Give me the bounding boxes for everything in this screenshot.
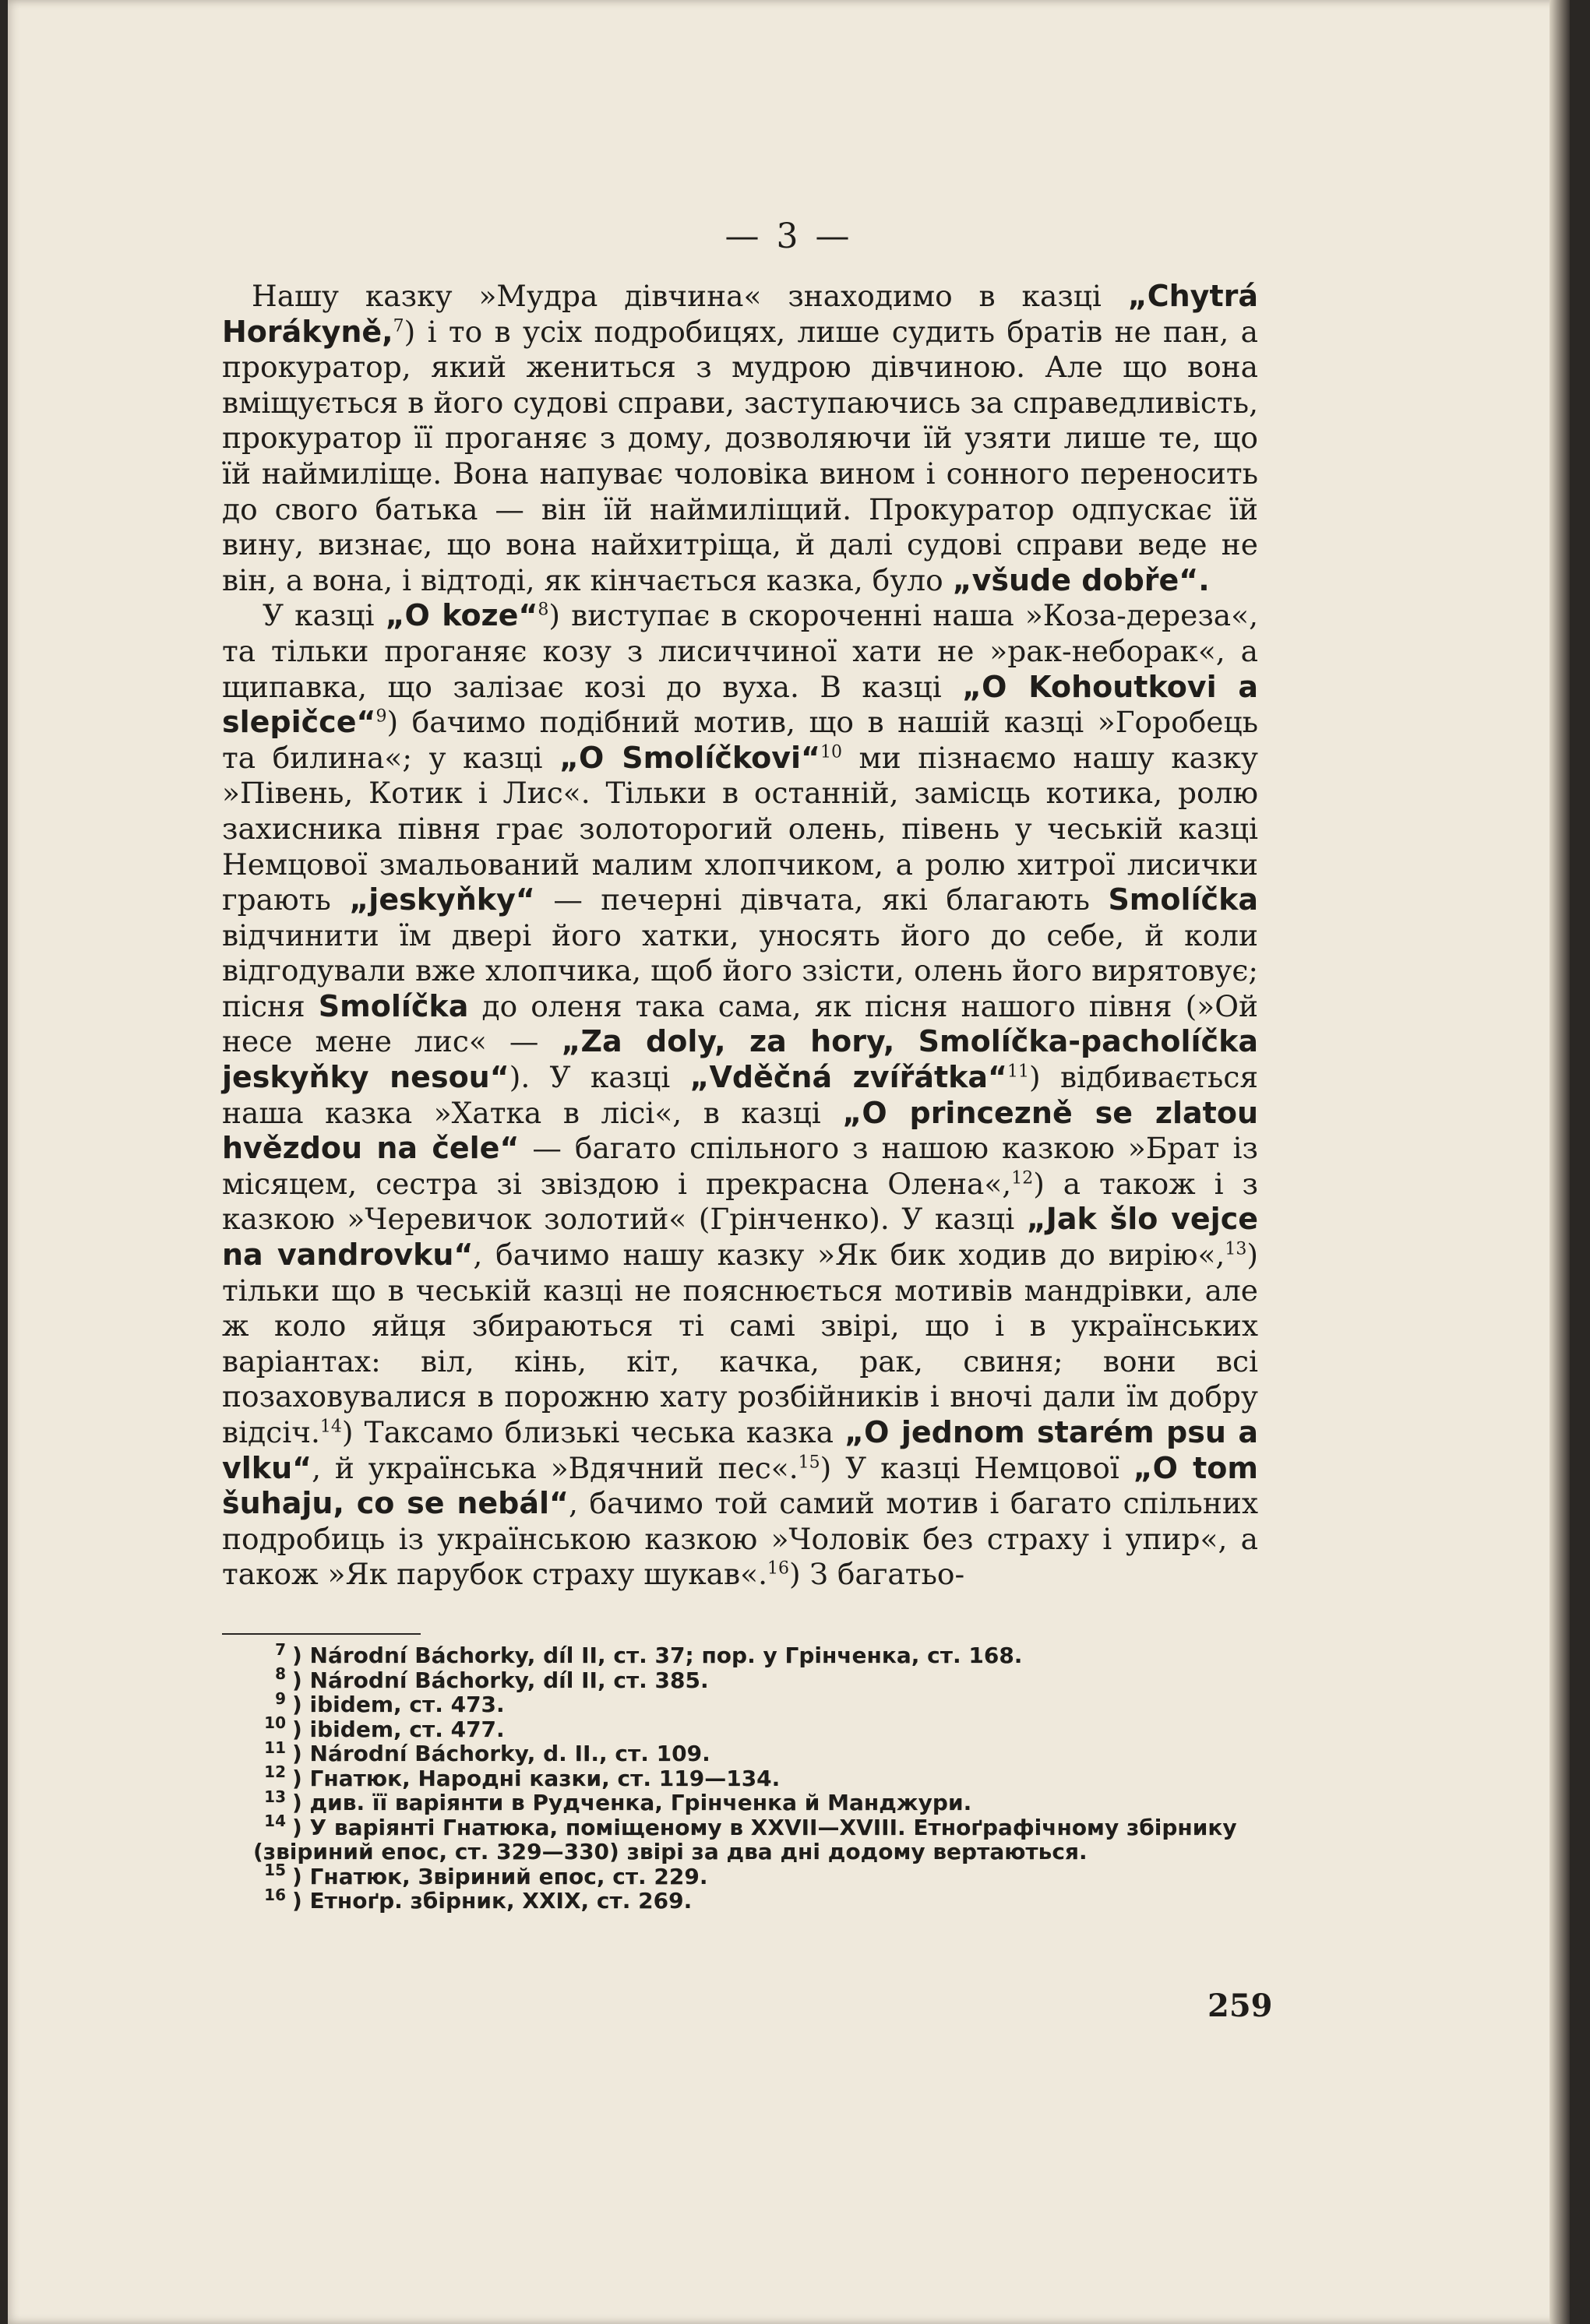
czech-title: „O jednom starém psu a vlku“: [222, 1415, 1259, 1485]
czech-title: „jeskyňky“: [349, 882, 535, 917]
running-page-label: — 3 —: [724, 217, 853, 256]
footnote-ref: 13: [1225, 1239, 1247, 1259]
text-run: ) З багатьо-: [789, 1557, 965, 1592]
czech-title: Smolíčka: [1108, 882, 1258, 917]
footnote-text: ) У варіянті Гнатюка, поміщеному в XXVII—XVIII. Етноґрафічному збірнику (звіриний епос, ст. 329—330) звірі за два дні додому вертаються.: [253, 1814, 1237, 1864]
czech-title: „Chytrá Horákyně,: [222, 279, 1258, 349]
text-run: ми пізнаємо нашу казку »Півень, Котик і Лис«. Тільки в останній, замісць котика, ролю захисника півня грає золоторогий олень, півень у чеській казці Немцової змальований малим хлопчиком, а ролю хитрої лисички грають: [222, 740, 1258, 917]
footnote-ref: 9: [375, 706, 387, 727]
footnote-ref: 10: [820, 742, 842, 762]
czech-title: „O tom šuhaju, co se nebál“: [222, 1450, 1258, 1521]
footnote-ref: 8: [538, 600, 549, 620]
footnote: 10 ) ibidem, ст. 477.: [264, 1713, 505, 1742]
footnote-text: ) Гнатюк, Народні казки, ст. 119—134.: [292, 1765, 781, 1791]
main-text: [222, 279, 1258, 1593]
footnote: 7 ) Národní Báchorky, díl II, ст. 37; пор. у Грінченка, ст. 168.: [275, 1639, 1023, 1668]
text-run: ) і то в усіх подробицях, лише судить братів не пан, а прокуратор, який жениться з мудрою дівчиною. Але що вона вміщується в його судові справи, заступаючись за справедливість, прокуратор її проганяє з дому, дозволяючи їй узяти лише те, що їй наймиліще. Вона напуває чоловіка вином і сонного переносить до свого батька — він їй наймиліщий. Прокуратор одпускає їй вину, визнає, що вона найхитріща, й далі судові справи веде не він, а вона, і відтоді, як кінчається казка, було: [222, 314, 1258, 597]
text-run: , бачимо той самий мотив і багато спільних подробиць із українською казкою »Чоловік без страху і упир«, а також »Як парубок страху шукав«.: [222, 1486, 1258, 1592]
footnote: 8 ) Národní Báchorky, díl II, ст. 385.: [275, 1664, 709, 1693]
footnote-ref: 14: [319, 1417, 342, 1437]
footnote: 15 ) Гнатюк, Звіриний епос, ст. 229.: [264, 1861, 708, 1889]
paragraph: [222, 279, 1258, 598]
text-run: ) Таксамо близькі чеська казка: [341, 1415, 845, 1449]
czech-title: „O koze“: [385, 598, 538, 633]
text-run: — печерні дівчата, які благають: [534, 882, 1109, 917]
text-run: , бачимо нашу казку »Як бик ходив до вирію«,: [473, 1238, 1225, 1273]
footnote-text: ) Národní Báchorky, díl II, ст. 37; пор. у Грінченка, ст. 168.: [292, 1643, 1023, 1668]
footnotes: [222, 1639, 1258, 1914]
footnote-ref: 16: [767, 1558, 789, 1579]
text-run: , й українська »Вдячний пес«.: [312, 1450, 799, 1485]
footnote-rule: [222, 1633, 421, 1635]
footnote-ref: 11: [1007, 1062, 1030, 1082]
footnote: 12 ) Гнатюк, Народні казки, ст. 119—134.: [264, 1762, 781, 1791]
footnote-text: ) Гнатюк, Звіриний епос, ст. 229.: [292, 1863, 708, 1889]
czech-title: Smolíčka: [318, 988, 469, 1023]
page-spine-shadow: [1549, 0, 1570, 2324]
footnote-text: ) див. її варіянти в Рудченка, Грінченка й Манджури.: [292, 1790, 972, 1815]
footnote: 13 ) див. її варіянти в Рудченка, Грінченка й Манджури.: [264, 1787, 972, 1815]
text-run: ) бачимо подібний мотив, що в нашій казці »Горобець та билина«; у казці: [222, 705, 1258, 775]
footnote-text: ) ibidem, ст. 473.: [292, 1692, 505, 1717]
book-page: [8, 0, 1570, 2324]
footnote-ref: 15: [798, 1452, 820, 1473]
text-run: ) виступає в скороченні наша »Коза-дереза«, та тільки проганяє козу з лисиччиної хати не »рак-неборак«, а щипавка, що залізає козі до вуха. В казці: [222, 598, 1258, 704]
footnote-text: ) Národní Báchorky, díl II, ст. 385.: [292, 1667, 709, 1693]
czech-title: „Jak šlo vejce na vandrovku“: [222, 1202, 1259, 1273]
text-run: ) тільки що в чеській казці не пояснюється мотивів мандрівки, але ж коло яйця збираються ті самі звірі, що і в українських варіантах: віл, кінь, кіт, качка, рак, свиня; вони всі позаховувалися в порожню хату розбійників і вночі дали їм добру відсіч.: [222, 1238, 1258, 1449]
czech-title: „O Kohoutkovi a slepičce“: [222, 669, 1259, 740]
text-run: ). У казці: [509, 1060, 690, 1095]
footnote-text: ) Етноґр. збірник, XXIX, ст. 269.: [292, 1888, 693, 1914]
footnote: 14 ) У варіянті Гнатюка, поміщеному в XXVII—XVIII. Етноґрафічному збірнику (звіриний епос, ст. 329—330) звірі за два дні додому вертаються.: [253, 1812, 1237, 1864]
text-run: ) а також і з казкою »Черевичок золотий« (Грінченко). У казці: [222, 1166, 1258, 1237]
footnote-ref: 7: [393, 316, 404, 336]
paragraph: [222, 598, 1258, 1593]
text-run: — багато спільного з нашою казкою »Брат із місяцем, сестра зі звіздою і прекрасна Олена«,: [222, 1131, 1258, 1201]
czech-title: „O princezně se zlatou hvězdou na čele“: [222, 1095, 1258, 1166]
text-run: ) У казці Немцової: [820, 1450, 1133, 1485]
czech-title: „všude dobře“.: [952, 562, 1210, 597]
text-run: відчинити їм двері його хатки, уносять його до себе, й коли відгодували вже хлопчика, щоб його ззісти, олень його вирятовує; пісня: [222, 917, 1258, 1023]
footnote-ref: 12: [1011, 1168, 1034, 1188]
footnote: 16 ) Етноґр. збірник, XXIX, ст. 269.: [264, 1885, 693, 1914]
text-run: до оленя така сама, як пісня нашого півня (»Ой несе мене лис« —: [222, 988, 1258, 1059]
footnote-text: ) ibidem, ст. 477.: [292, 1716, 505, 1742]
page-number: 259: [1207, 1988, 1273, 2024]
footnote: 11 ) Národní Báchorky, d. II., ст. 109.: [264, 1738, 710, 1766]
footnote: 9 ) ibidem, ст. 473.: [275, 1688, 505, 1717]
footnote-text: ) Národní Báchorky, d. II., ст. 109.: [292, 1741, 710, 1766]
czech-title: „Vděčná zvířátka“: [689, 1060, 1008, 1095]
text-run: ) відбивається наша казка »Хатка в лісі«, в казці: [222, 1060, 1259, 1130]
czech-title: „O Smolíčkovi“: [559, 740, 820, 775]
text-run: Нашу казку »Мудра дівчина« знаходимо в казці: [252, 279, 1128, 313]
text-run: У казці: [263, 598, 386, 633]
czech-title: „Za doly, za hory, Smolíčka-pacholíčka jeskyňky nesou“: [222, 1024, 1258, 1095]
